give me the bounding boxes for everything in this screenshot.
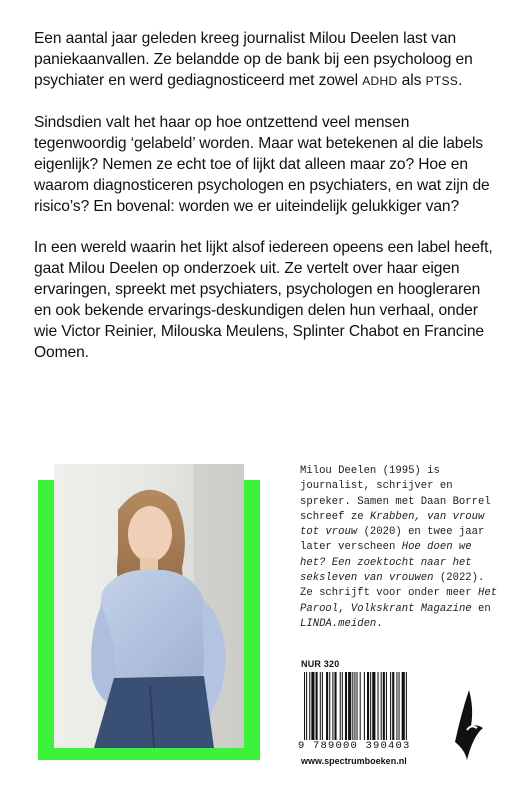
bio-text-2: (2020) en twee jaar later verscheen: [300, 526, 485, 554]
bio-book-title-1: Krabben, van vrouw tot vrouw: [300, 510, 485, 539]
bio-book-title-2: Hoe doen we het? Een zoektocht naar het seksleven van vrouwen: [300, 541, 472, 585]
blurb-p1-end: .: [458, 72, 463, 89]
author-bio: [300, 464, 500, 632]
isbn-number: 9 789000 390403: [298, 740, 444, 752]
bio-text-1: Milou Deelen (1995) is journalist, schrijver en spreker. Samen met Daan Borrel schreef ze: [300, 465, 491, 523]
publisher-website: www.spectrumboeken.nl: [301, 756, 407, 766]
blurb-p1-and: als: [397, 72, 426, 89]
bio-separator-1: ,: [338, 602, 351, 615]
nur-code: NUR 320: [301, 659, 340, 669]
ptss-term: PTSS: [425, 74, 459, 88]
bio-text-3: (2022). Ze schrijft voor onder meer: [300, 572, 485, 600]
bio-text-4: .: [376, 617, 383, 630]
blurb-paragraph-2: Sindsdien valt het haar op hoe ontzettend veel mensen tegenwoordig ‘gelabeld’ worden. Maar wat betekenen al die labels eigenlijk? Nemen ze echt toe of lijkt dat alleen maar zo? Hoe en waarom diagnosticeren psychologen en psychiaters, en wat zijn de risico’s? En bovenal: worden we er uiteindelijk gelukkiger van?: [34, 114, 490, 215]
author-photo: [54, 464, 244, 748]
bio-separator-2: en: [471, 602, 491, 615]
bio-publication-3: LINDA.meiden: [300, 617, 377, 630]
adhd-term: ADHD: [362, 74, 398, 88]
bio-publication-1: Het Parool: [300, 587, 498, 615]
bio-publication-2: Volkskrant Magazine: [350, 602, 472, 615]
blurb-paragraph-3: In een wereld waarin het lijkt alsof iedereen opeens een label heeft, gaat Milou Deelen op onderzoek uit. Ze vertelt over haar eigen ervaringen, spreekt met psychiaters, psychologen en hoogleraren en ook bekende ervarings-deskundigen delen hun verhaal, onder wie Victor Reinier, Milouska Meulens, Splinter Chabot en Francine Oomen.: [34, 239, 493, 361]
blurb-paragraph-1: [34, 28, 494, 92]
spectrum-logo-icon: [447, 684, 491, 764]
back-cover-blurb: [34, 28, 494, 383]
blurb-p1-text: Een aantal jaar geleden kreeg journalist Milou Deelen last van paniekaanvallen. Ze belandde op de bank bij een psycholoog en psychiater en werd gediagnosticeerd met zowel: [34, 30, 473, 89]
